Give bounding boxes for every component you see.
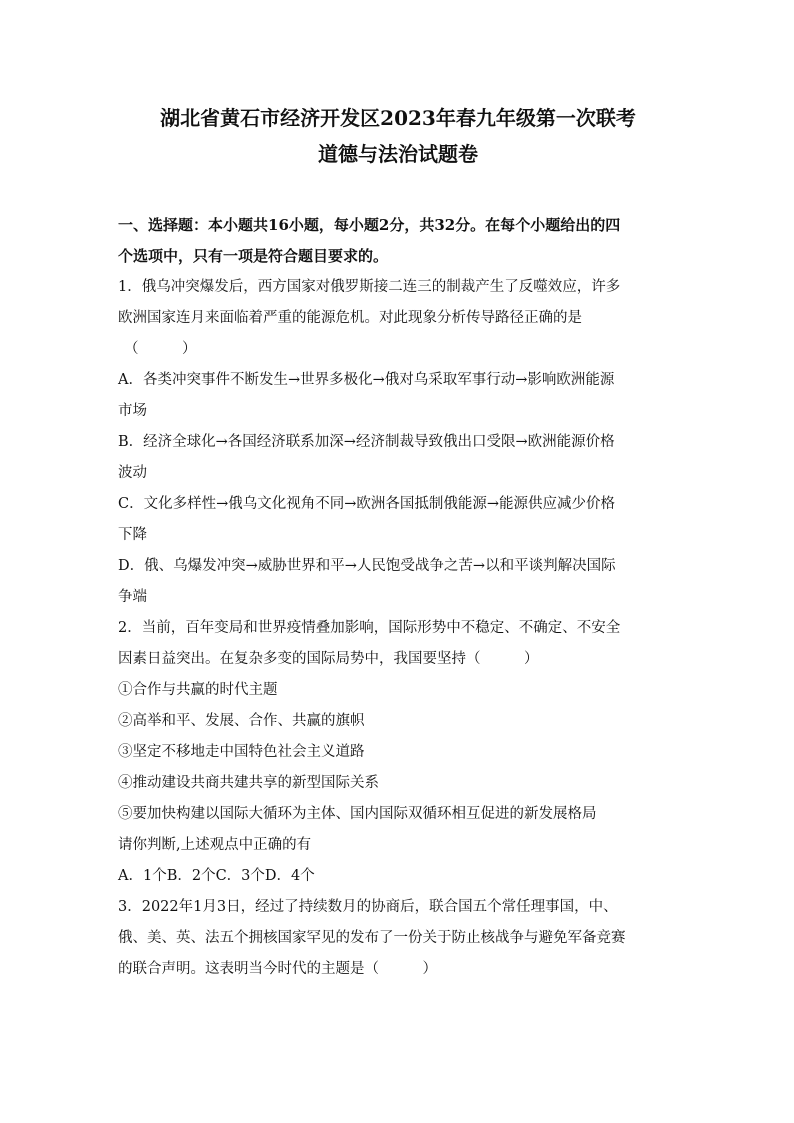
q3-stem-line3: 的联合声明。这表明当今时代的主题是（ ） [118,961,437,977]
question-1 [118,272,678,613]
q2-item-2: ②高举和平、发展、合作、共赢的旗帜 [118,713,365,729]
q1-option-b-line2: 波动 [118,465,147,481]
exam-title-line2: 道德与法治试题卷 [318,142,478,166]
exam-title-line1: 湖北省黄石市经济开发区2023年春九年级第一次联考 [160,106,636,130]
q1-option-c-line2: 下降 [118,527,147,543]
section-heading [118,210,678,272]
q2-item-3: ③坚定不移地走中国特色社会主义道路 [118,744,365,760]
q1-stem-line1: 1．俄乌冲突爆发后，西方国家对俄罗斯接二连三的制裁产生了反噬效应，许多 [118,279,621,295]
question-3 [118,892,678,985]
q1-option-d-line2: 争端 [118,589,147,605]
q1-option-a-line2: 市场 [118,403,147,419]
exam-page [118,100,678,985]
q1-stem-line2: 欧洲国家连月来面临着严重的能源危机。对此现象分析传导路径正确的是 [118,310,582,326]
q1-option-d-line1: D．俄、乌爆发冲突→威胁世界和平→人民饱受战争之苦→以和平谈判解决国际 [118,558,616,574]
q2-item-1: ①合作与共赢的时代主题 [118,682,278,698]
q1-option-b-line1: B．经济全球化→各国经济联系加深→经济制裁导致俄出口受限→欧洲能源价格 [118,434,615,450]
q2-item-5: ⑤要加快构建以国际大循环为主体、国内国际双循环相互促进的新发展格局 [118,806,597,822]
q2-stem-line1: 2．当前，百年变局和世界疫情叠加影响，国际形势中不稳定、不确定、不安全 [118,620,621,636]
q2-options: A．1个B．2个C．3个D．4个 [118,868,315,884]
q3-stem-line2: 俄、美、英、法五个拥核国家罕见的发布了一份关于防止核战争与避免军备竞赛 [118,930,626,946]
q2-prompt: 请你判断,上述观点中正确的有 [118,837,312,853]
q3-stem-line1: 3．2022年1月3日，经过了持续数月的协商后，联合国五个常任理事国，中、 [118,899,618,915]
q2-item-4: ④推动建设共商共建共享的新型国际关系 [118,775,379,791]
q1-option-c-line1: C．文化多样性→俄乌文化视角不同→欧洲各国抵制俄能源→能源供应减少价格 [118,496,616,512]
question-2 [118,613,678,892]
q1-option-a-line1: A．各类冲突事件不断发生→世界多极化→俄对乌采取军事行动→影响欧洲能源 [118,372,615,388]
section-heading-line2: 个选项中，只有一项是符合题目要求的。 [118,247,389,265]
q1-answer-blank: （ ） [124,341,197,357]
q2-stem-line2: 因素日益突出。在复杂多变的国际局势中，我国要坚持（ ） [118,651,539,667]
section-heading-line1: 一、选择题：本小题共16小题，每小题2分，共32分。在每个小题给出的四 [118,216,621,234]
